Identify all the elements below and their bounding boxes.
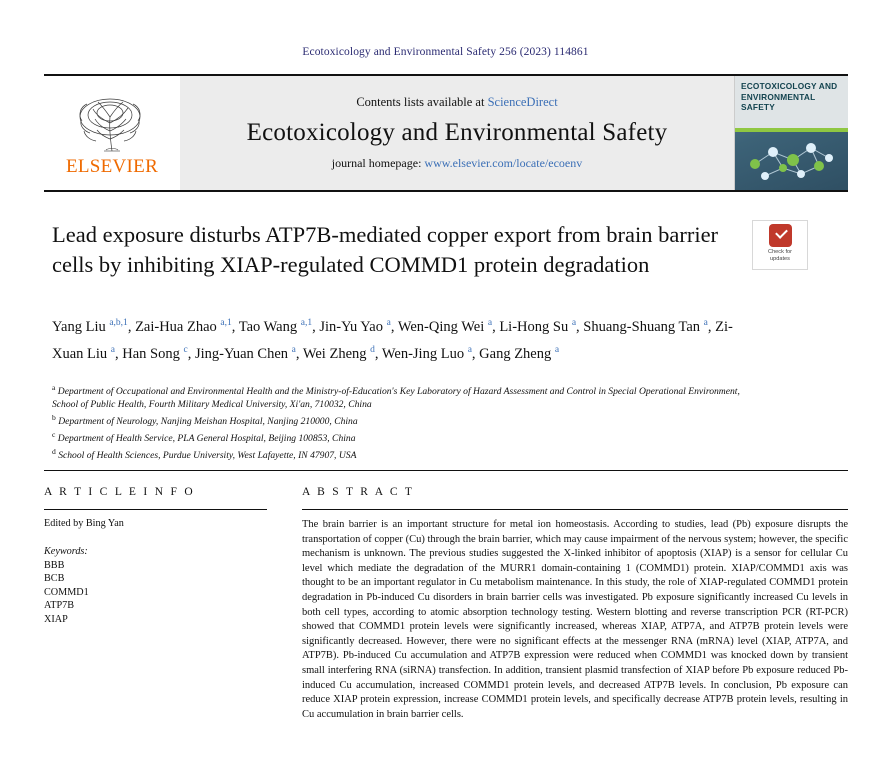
- sciencedirect-link[interactable]: ScienceDirect: [487, 95, 558, 109]
- author-list: Yang Liu $^{a,b,1}$, Zai-Hua Zhao $^{a,1}$, Tao Wang $^{a,1}$, Jin-Yu Yao $^a$, Wen-Qing Wei $^a$, Li-Hong Su $^a$, Shuang-Shuang Tan $^a$, Zi-Xuan Liu $^a$, Han Song $^c$, Jing-Yuan Chen $^a$, Wei Zheng $^d$, Wen-Jing Luo $^a$, Gang Zheng $^a$: [52, 318, 733, 362]
- cover-title: ECOTOXICOLOGY AND ENVIRONMENTAL SAFETY: [741, 81, 838, 112]
- keywords-block: [44, 545, 274, 626]
- keyword-item: ATP7B: [44, 600, 75, 611]
- edited-by: Edited by Bing Yan: [44, 518, 124, 529]
- running-head: [0, 46, 891, 58]
- abstract-text: The brain barrier is an important structure for metal ion homeostasis. According to studies, lead (Pb) exposure disrupts the transportation of copper (Cu) through the brain barrier, which may cause impairment of the nervous system; however, the specific mechanism is unknown. The previous studies suggested the X-linked inhibitor of apoptosis (XIAP) is a sensor for cellular Cu level which mediate the degradation of the MURR1 domain-containing 1 (COMMD1) protein. XIAP/COMMD1 axis was thought to be an important regulator in Cu metabolism maintenance. In this study, the role of XIAP-regulated COMMD1 protein degradation in Pb-induced Cu disorders in brain barrier cells was investigated. Pb exposure significantly increased Cu levels in both cell types, according to atomic absorption technology testing. Western blotting and reverse transcription PCR (RT-PCR) showed that COMMD1 protein levels were significantly increased, whereas XIAP, ATP7A, and ATP7B protein levels were significantly decreased. However, there were no significant effects at the messenger RNA (mRNA) level (XIAP, ATP7A, and ATP7B). Pb-induced Cu accumulation and ATP7B expression were reduced when COMMD1 was knocked down by transient small interfering RNA (siRNA) transfection. In addition, transient plasmid transfection of XIAP before Pb exposure reduced Pb-induced Cu accumulation, increased COMMD1 protein levels, and decreased ATP7B levels. In conclusion, Pb exposure can reduce XIAP protein expression, increase COMMD1 protein levels, and specifically decrease ATP7B protein levels, resulting in Cu accumulation in brain barrier cells.: [302, 519, 848, 720]
- masthead-center: [180, 76, 734, 190]
- keywords-label: Keywords:: [44, 546, 88, 557]
- homepage-line: [332, 156, 582, 171]
- contents-prefix: Contents lists available at: [356, 95, 485, 109]
- main-divider: [44, 470, 848, 471]
- journal-reference: Ecotoxicology and Environmental Safety 256 (2023) 114861: [302, 46, 589, 58]
- affiliation-b: $^b$ Department of Neurology, Nanjing Meishan Hospital, Nanjing 210000, China: [52, 412, 358, 427]
- contents-line: [356, 95, 557, 110]
- article-info-heading: A R T I C L E I N F O: [44, 486, 195, 498]
- affiliation-d: $^d$ School of Health Sciences, Purdue University, West Lafayette, IN 47907, USA: [52, 446, 357, 461]
- journal-cover-image: [734, 76, 848, 190]
- affiliation-a: $^a$ Department of Occupational and Environmental Health and the Ministry-of-Education's Key Laboratory of Hazard Assessment and Control in Special Operational Environment, School of Public Health, Fourth Military Medical University, Xi'an, 710032, China: [52, 383, 740, 410]
- article-info-divider: [44, 509, 267, 510]
- journal-title: Ecotoxicology and Environmental Safety: [246, 119, 668, 146]
- keyword-item: BCB: [44, 573, 65, 584]
- journal-masthead: [44, 74, 848, 192]
- keyword-item: COMMD1: [44, 586, 89, 598]
- paper-title: Lead exposure disturbs ATP7B-mediated copper export from brain barrier cells by inhibiting XIAP-regulated COMMD1 protein degradation: [52, 222, 719, 277]
- crossmark-line1: Check for: [768, 249, 792, 255]
- keyword-item: BBB: [44, 559, 65, 571]
- abstract-divider: [302, 509, 848, 510]
- affiliation-list: [52, 382, 762, 463]
- molecule-graphic-icon: [735, 124, 848, 186]
- elsevier-tree-icon: [60, 93, 164, 155]
- journal-homepage-link[interactable]: www.elsevier.com/locate/ecoenv: [424, 156, 583, 170]
- elsevier-logo: [44, 76, 180, 190]
- crossmark-check-icon: [769, 224, 792, 247]
- homepage-prefix: journal homepage:: [331, 156, 422, 170]
- elsevier-wordmark: ELSEVIER: [65, 155, 159, 177]
- title-block: [52, 220, 742, 280]
- article-info-heading-wrap: [44, 486, 274, 498]
- crossmark-badge[interactable]: [752, 220, 808, 270]
- crossmark-line2: updates: [770, 256, 790, 262]
- keyword-item: XIAP: [44, 613, 68, 625]
- abstract-heading: A B S T R A C T: [302, 486, 415, 498]
- affiliation-c: $^c$ Department of Health Service, PLA General Hospital, Beijing 100853, China: [52, 429, 356, 444]
